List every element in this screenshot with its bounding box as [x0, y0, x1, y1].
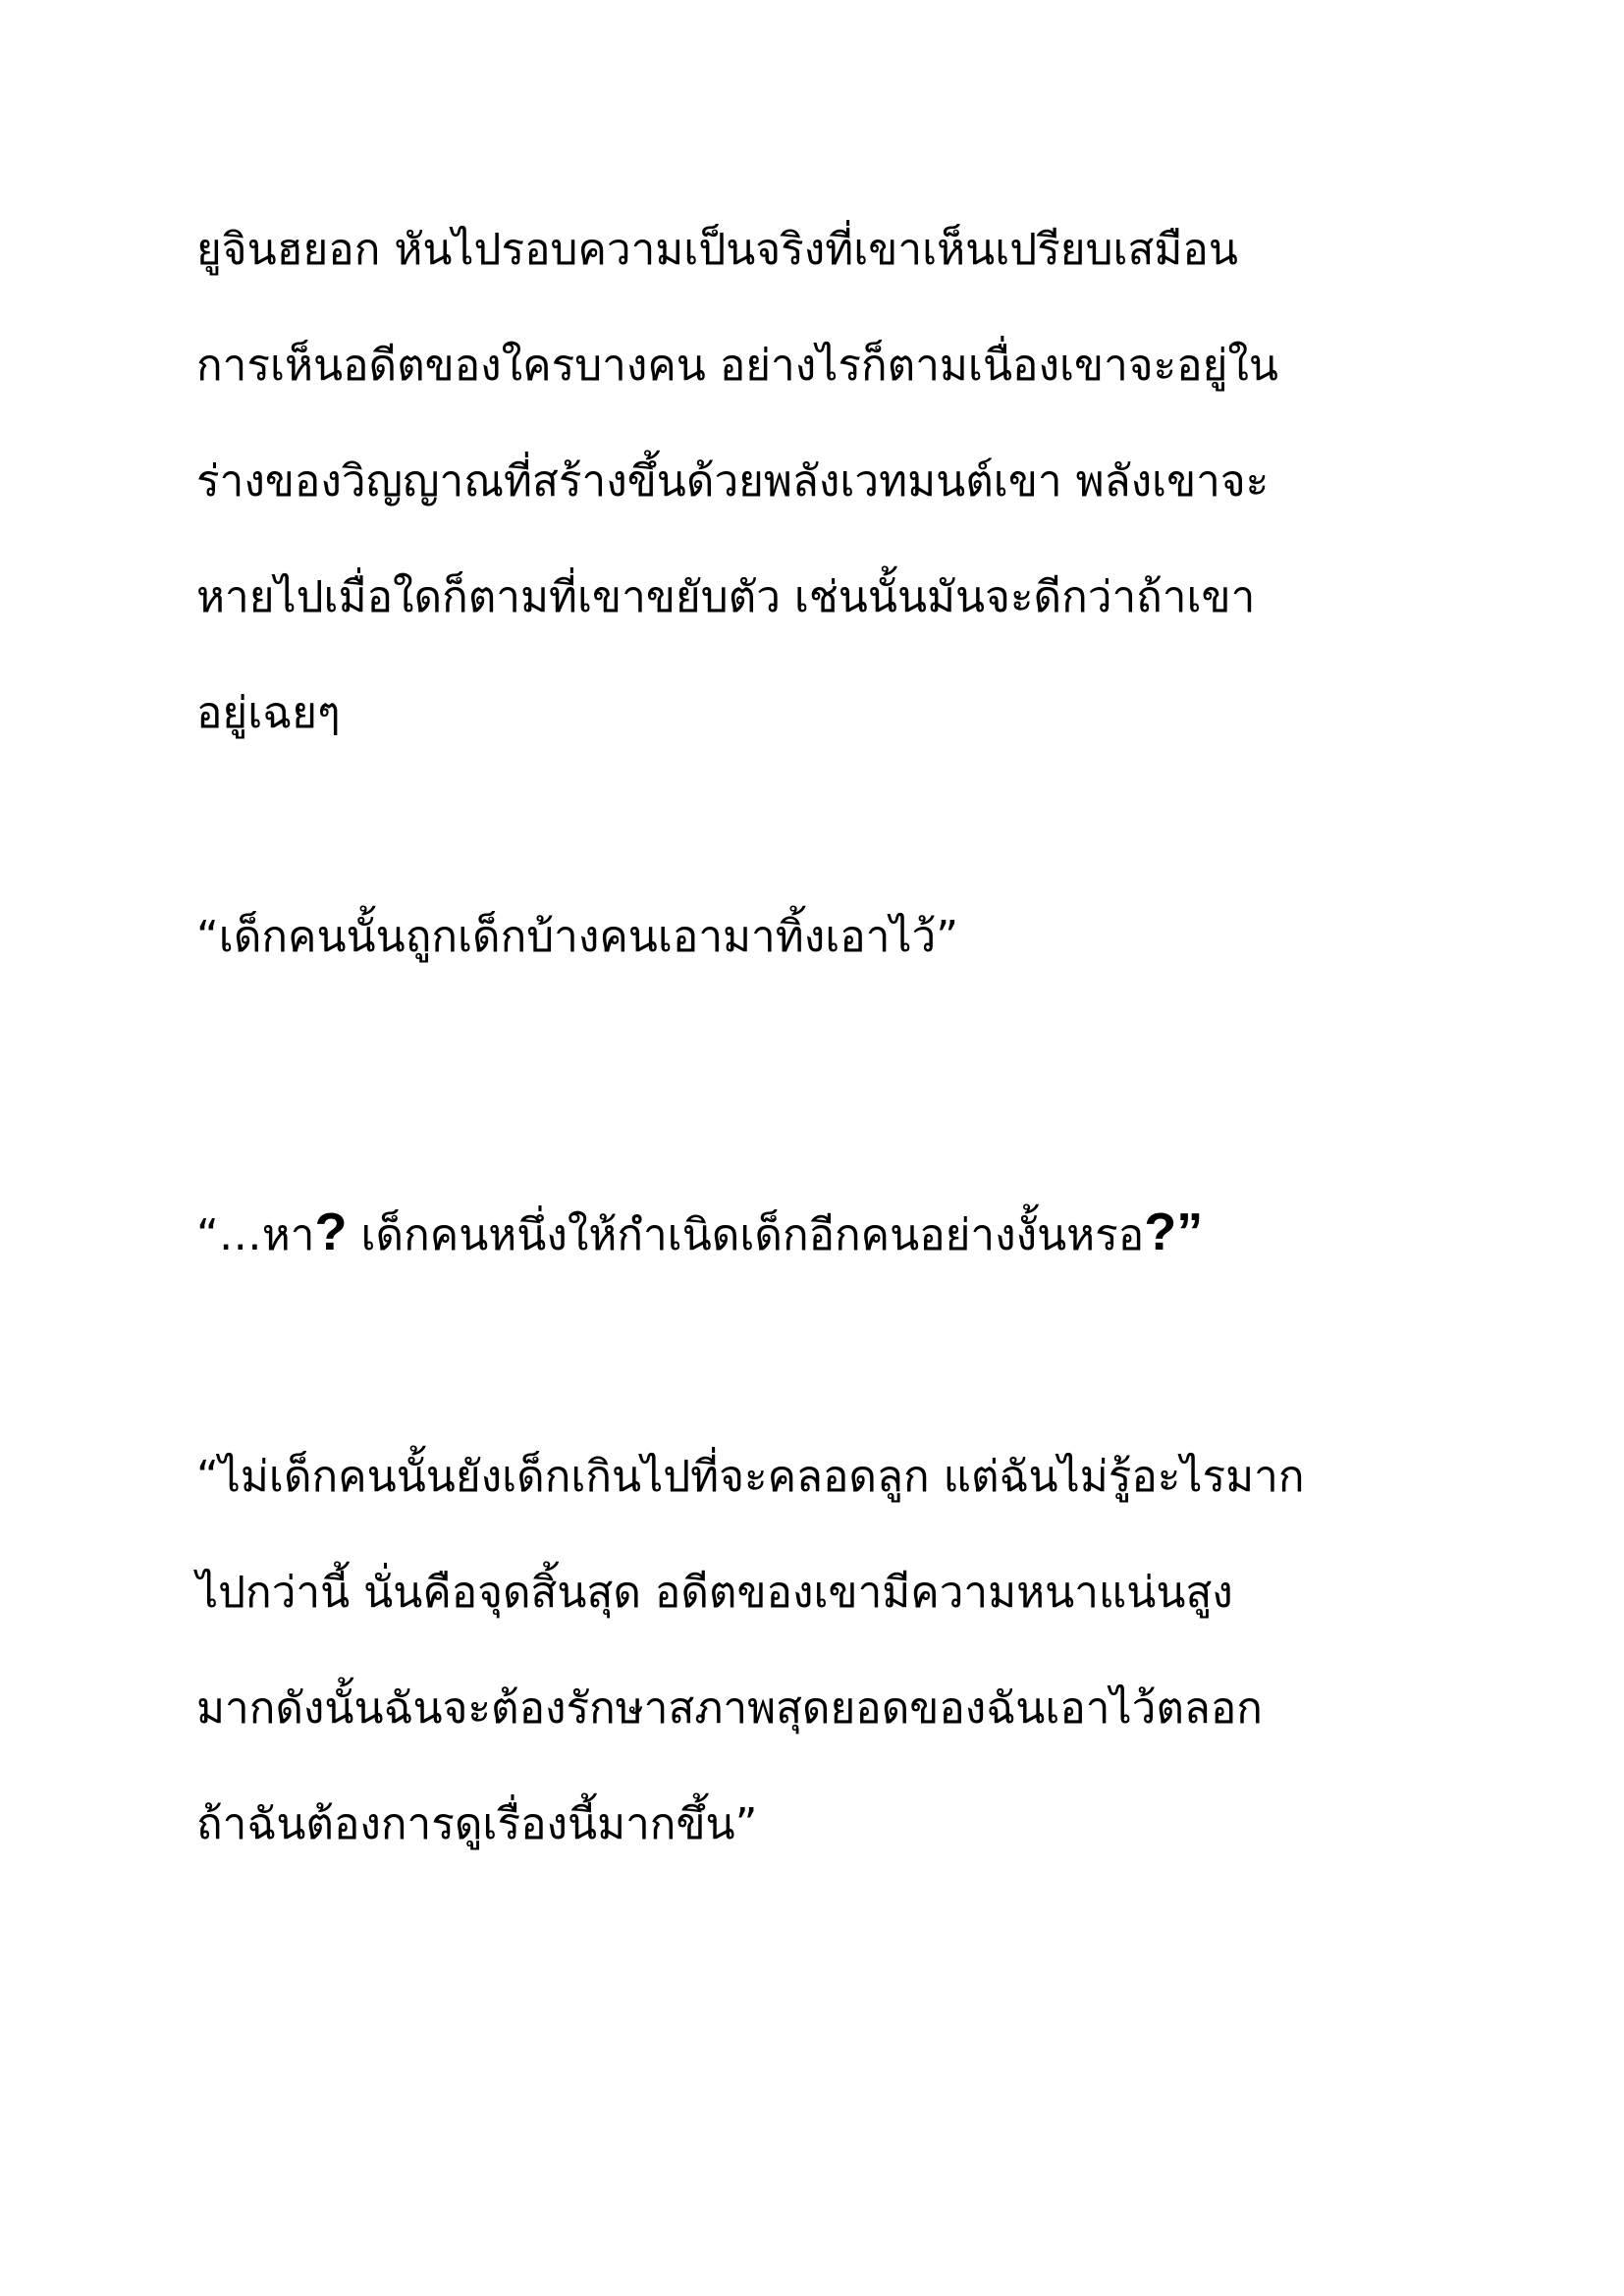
text-line: ถ้าฉันต้องการดูเรื่องนี้มากขึ้น” — [196, 1799, 758, 1849]
text-line: ร่างของวิญญาณที่สร้างขึ้นด้วยพลังเวทมนต์เขา พลังเขาจะ — [196, 456, 1270, 507]
text-line: มากดังนั้นฉันจะต้องรักษาสภาพสุดยอดของฉันเอาไว้ตลอก — [196, 1683, 1263, 1734]
text-line: ยูจินฮยอก หันไปรอบความเป็นจริงที่เขาเห็นเปรียบเสมือน — [196, 225, 1238, 275]
narration-paragraph — [196, 192, 1473, 772]
dialogue-paragraph — [196, 1419, 1473, 1883]
question-mark: ? — [314, 1202, 348, 1261]
dialogue-paragraph — [196, 880, 1473, 995]
text-segment: เด็กคนหนึ่งให้กำเนิดเด็กอีกคนอย่างงั้นหรอ — [347, 1210, 1145, 1260]
question-mark-quote: ?” — [1144, 1202, 1204, 1261]
text-line: หายไปเมื่อใดก็ตามที่เขาขยับตัว เช่นนั้นมันจะดีกว่าถ้าเขา — [196, 572, 1256, 622]
dialogue-paragraph — [196, 1174, 1473, 1290]
text-line: อยู่เฉยๆ — [196, 688, 341, 738]
text-line: “เด็กคนนั้นถูกเด็กบ้างคนเอามาทิ้งเอาไว้” — [196, 912, 959, 962]
text-line: ไปกว่านี้ นั่นคือจุดสิ้นสุด อดีตของเขามีความหนาแน่นสูง — [196, 1568, 1233, 1618]
text-segment: “…หา — [196, 1210, 315, 1260]
text-line — [196, 1174, 1473, 1290]
text-line: การเห็นอดีตของใครบางคน อย่างไรก็ตามเนื่องเขาจะอยู่ใน — [196, 341, 1278, 391]
text-line: “ไม่เด็กคนนั้นยังเด็กเกินไปที่จะคลอดลูก แต่ฉันไม่รู้อะไรมาก — [196, 1452, 1305, 1502]
